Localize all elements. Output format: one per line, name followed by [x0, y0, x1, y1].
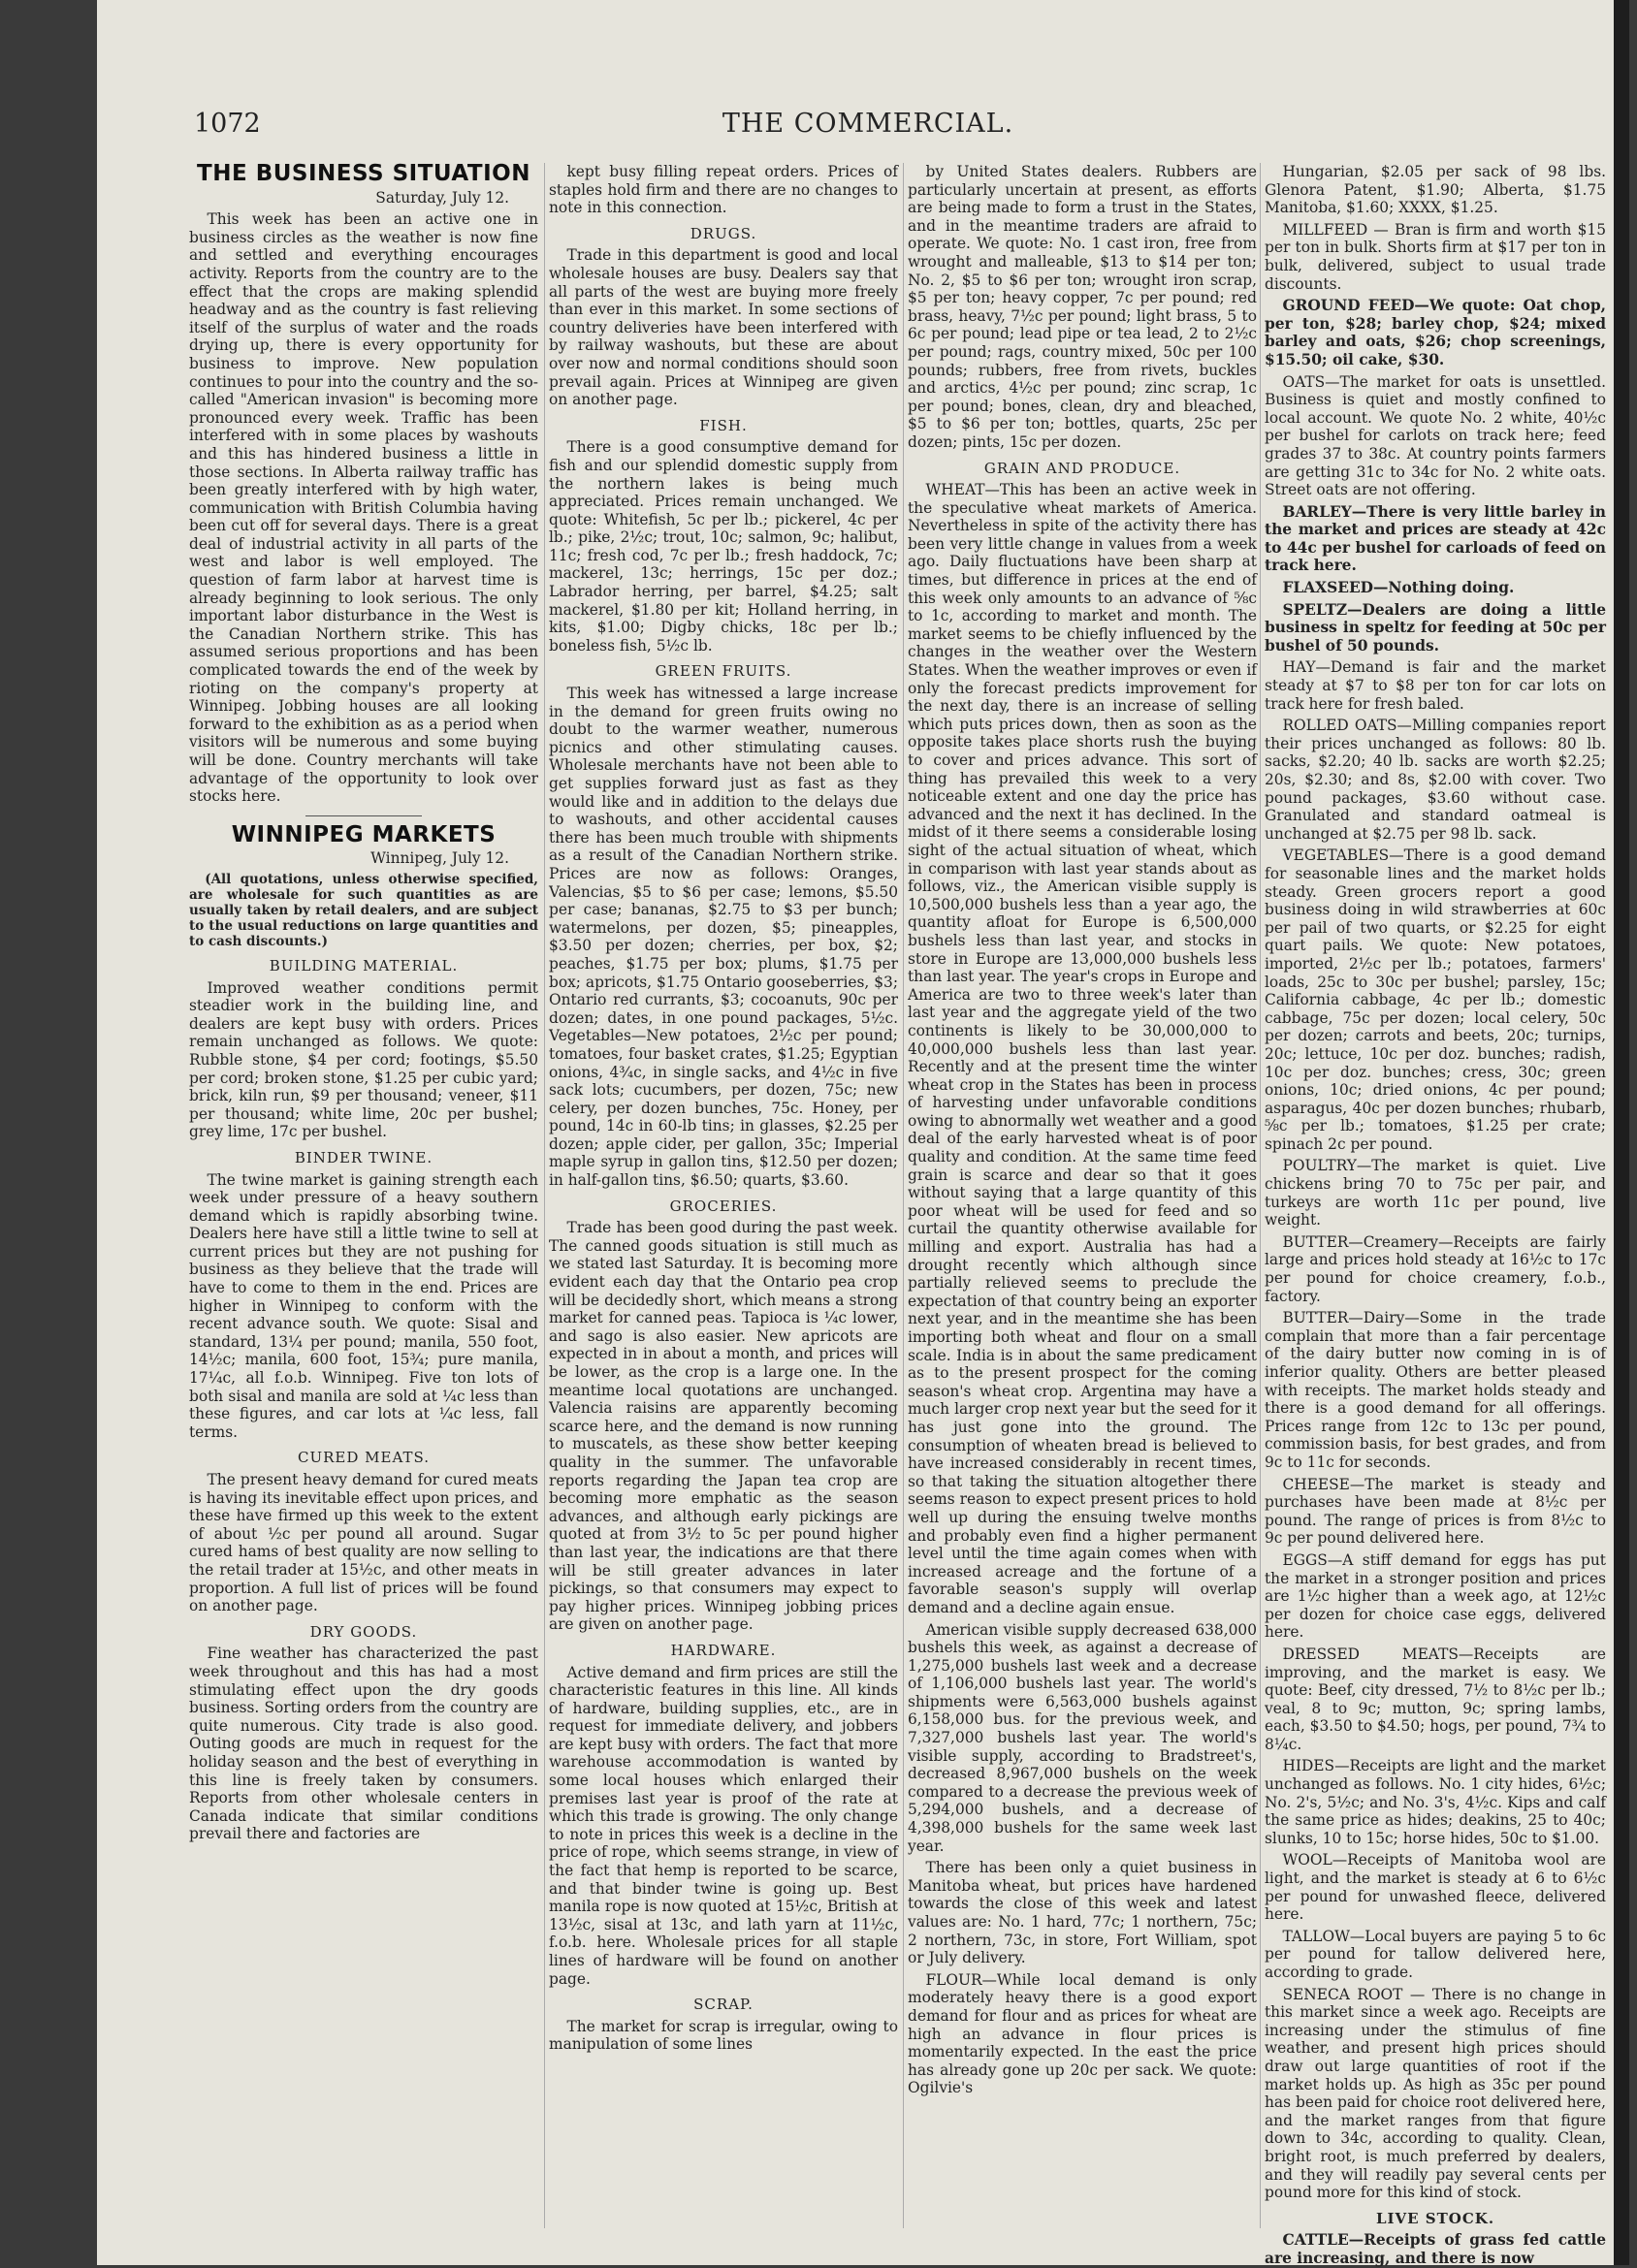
section-heading: GREEN FRUITS.	[655, 662, 792, 681]
paragraph: This week has been an active one in business circles as the weather is now fine and settled and everything encourages activity. Reports from the country are to the effect that the crops are making splendid headway and as the country is fast relieving itself of the surplus of water and the roads drying up, there is every opportunity for business to improve. New population continues to pour into the country and the so-called "American invasion" is becoming more pronounced every week. Traffic has been interfered with in some places by washouts and this has hindered business a little in those sections. In Alberta railway traffic has been greatly interfered with by high water, communication with British Columbia having been cut off for several days. There is a great deal of industrial activity in all parts of the west and labor is well employed. The question of farm labor at harvest time is already beginning to look serious. The only important labor disturbance in the West is the Canadian Northern strike. This has assumed serious proportions and has been complicated towards the end of the week by rioting on the company's property at Winnipeg. Jobbing houses are all looking forward to the exhibition as as a period when visitors will be numerous and some buying will be done. Country merchants will take advantage of the opportunity to look over stocks here.	[189, 210, 538, 806]
section-heading: FISH.	[699, 416, 748, 434]
paragraph: MILLFEED — Bran is firm and worth $15 per ton in bulk. Shorts firm at $17 per ton in bulk, delivered, subject to usual trade discounts.	[1265, 220, 1606, 293]
paragraph: kept busy filling repeat orders. Prices of staples hold firm and there are no changes to note in this connection.	[549, 163, 898, 217]
section-heading: BUILDING MATERIAL.	[269, 956, 459, 974]
paragraph: Trade in this department is good and local wholesale houses are busy. Dealers say that all parts of the west are buying more freely than ever in this market. In some sections of country deliveries have been interfered with by railway washouts, but these are about over now and normal conditions should soon prevail again. Prices at Winnipeg are given on another page.	[549, 246, 898, 409]
paragraph: Trade has been good during the past week. The canned goods situation is still much as we stated last Saturday. It is becoming more evident each day that the Ontario pea crop will be decidedly short, which means a strong market for canned peas. Tapioca is ¼c lower, and sago is also easier. New apricots are expected in in about a month, and prices will be lower, as the crop is a large one. In the meantime local quotations are unchanged. Valencia raisins are apparently becoming scarce here, and the demand is now running to muscatels, as these show better keeping quality in the summer. The unfavorable reports regarding the Japan tea crop are becoming more emphatic as the season advances, and although early pickings are quoted at from 3½ to 5c per pound higher than last year, the indications are that there will be still greater advances in later pickings, so that consumers may expect to pay higher prices. Winnipeg jobbing prices are given on another page.	[549, 1219, 898, 1634]
paragraph: BUTTER—Creamery—Receipts are fairly large and prices hold steady at 16½c to 17c per pound for choice creamery, f.o.b., factory.	[1265, 1232, 1606, 1305]
column-2	[549, 163, 898, 2228]
page-edge-shadow	[1614, 0, 1629, 2265]
column-4	[1265, 163, 1606, 2267]
paragraph: The market for scrap is irregular, owing to manipulation of some lines	[549, 2017, 898, 2054]
newspaper-page	[97, 0, 1629, 2265]
paragraph: EGGS—A stiff demand for eggs has put the market in a stronger position and prices are 1½c higher than a week ago, at 12½c per dozen for choice case eggs, delivered here.	[1265, 1550, 1606, 1642]
column-rule	[1260, 163, 1261, 2228]
page-number: 1072	[194, 109, 261, 139]
paragraph: HIDES—Receipts are light and the market unchanged as follows. No. 1 city hides, 6½c; No. 2's, 5½c; and No. 3's, 4½c. Kips and calf the same price as hides; deakins, 25 to 40c; slunks, 10 to 15c; horse hides, 50c to $1.00.	[1265, 1757, 1606, 1847]
paragraph: SPELTZ—Dealers are doing a little business in speltz for feeding at 50c per bushel of 50 pounds.	[1265, 600, 1606, 655]
paragraph: Fine weather has characterized the past week throughout and this has had a most stimulating effect upon the dry goods business. Sorting orders from the country are quite numerous. City trade is also good. Outing goods are much in request for the holiday season and the best of everything in this line is freely taken by consumers. Reports from other wholesale centers in Canada indicate that similar conditions prevail there and factories are	[189, 1645, 538, 1843]
separator	[305, 815, 422, 816]
section-heading: GRAIN AND PRODUCE.	[983, 459, 1181, 477]
paragraph: Active demand and firm prices are still the characteristic features in this line. All kinds of hardware, building supplies, etc., are in request for immediate delivery, and jobbers are kept busy with orders. The fact that more warehouse accommodation is wanted by some local houses which enlarged their premises last year is proof of the rate at which this trade is growing. The only change to note in prices this week is a decline in the price of rope, which seems strange, in view of the fact that hemp is reported to be scarce, and that binder twine is going up. Best manila rope is now quoted at 15½c, British at 13½c, sisal at 13c, and lath yarn at 11½c, f.o.b. here. Wholesale prices for all staple lines of hardware will be found on another page.	[549, 1663, 898, 1988]
paragraph: The twine market is gaining strength each week under pressure of a heavy southern demand which is rapidly absorbing twine. Dealers here have still a little twine to sell at current prices but they are not pushing for business as they believe that the trade will have to come to them in the end. Prices are higher in Winnipeg to conform with the recent advance south. We quote: Sisal and standard, 13¼ per pound; manila, 550 foot, 14½c; manila, 600 foot, 15¾; pure manila, 17¼c, all f.o.b. Winnipeg. Five ton lots of both sisal and manila are sold at ¼c less than these figures, and car lots at ¼c less, fall terms.	[189, 1170, 538, 1441]
paragraph: BARLEY—There is very little barley in the market and prices are steady at 42c to 44c per bushel for carloads of feed on track here.	[1265, 502, 1606, 575]
paragraph: There is a good consumptive demand for fish and our splendid domestic supply from the northern lakes is being much appreciated. Prices remain unchanged. We quote: Whitefish, 5c per lb.; pickerel, 4c per lb.; pike, 2½c; trout, 10c; salmon, 9c; halibut, 11c; fresh cod, 7c per lb.; fresh haddock, 7c; mackerel, 13c; herrings, 15c per doz.; Labrador herring, per barrel, $4.25; salt mackerel, $1.80 per kit; Holland herring, in kits, $1.00; Digby chicks, 18c per lb.; boneless fish, 5½c lb.	[549, 438, 898, 655]
section-heading: HARDWARE.	[670, 1641, 777, 1659]
paragraph: SENECA ROOT — There is no change in this market since a week ago. Receipts are increasing under the stimulus of fine weather, and present high prices should draw out large quantities of root if the market holds up. As high as 35c per pound has been paid for choice root delivered here, and the market ranges from that figure down to 34c, according to quality. Clean, bright root, is much preferred by dealers, and they will readily pay several cents per pound more for this kind of stock.	[1265, 1985, 1606, 2202]
paragraph: BUTTER—Dairy—Some in the trade complain that more than a fair percentage of the dairy butter now coming in is of inferior quality. Others are better pleased with receipts. The market holds steady and there is a good demand for all offerings. Prices range from 12c to 13c per pound, commission basis, for best grades, and from 9c to 11c for seconds.	[1265, 1309, 1606, 1471]
paragraph: Hungarian, $2.05 per sack of 98 lbs. Glenora Patent, $1.90; Alberta, $1.75 Manitoba, $1.60; XXXX, $1.25.	[1265, 163, 1606, 217]
section-heading: SCRAP.	[693, 1996, 754, 2014]
paragraph: WOOL—Receipts of Manitoba wool are light, and the market is steady at 6 to 6½c per pound for unwashed fleece, delivered here.	[1265, 1851, 1606, 1924]
column-rule	[544, 163, 545, 2228]
paragraph: Improved weather conditions permit steadier work in the building line, and dealers are kept busy with orders. Prices remain unchanged as follows. We quote: Rubble stone, $4 per cord; footings, $5.50 per cord; broken stone, $1.25 per cubic yard; brick, kiln run, $9 per thousand; veneer, $11 per thousand; white lime, 20c per bushel; grey lime, 17c per bushel.	[189, 978, 538, 1141]
paragraph: CATTLE—Receipts of grass fed cattle are increasing, and there is now	[1265, 2231, 1606, 2267]
quotation-note: (All quotations, unless otherwise specified, are wholesale for such quantities as are usually taken by retail dealers, and are subject to the usual reductions on large quantities and to cash discounts.)	[189, 871, 538, 949]
column-rule	[903, 163, 904, 2228]
paragraph: The present heavy demand for cured meats is having its inevitable effect upon prices, and these have firmed up this week to the extent of about ½c per pound all around. Sugar cured hams of best quality are now selling to the retail trader at 15½c, and other meats in proportion. A full list of prices will be found on another page.	[189, 1471, 538, 1615]
section-heading: DRUGS.	[690, 224, 757, 242]
paragraph: This week has witnessed a large increase in the demand for green fruits owing no doubt to the warmer weather, numerous picnics and other stimulating causes. Wholesale merchants have not been able to get supplies forward just as fast as they would like and in addition to the delays due to washouts, and other accidental causes there has been much trouble with shipments as a result of the Canadian Northern strike. Prices are now as follows: Oranges, Valencias, $5 to $6 per case; lemons, $5.50 per case; bananas, $2.75 to $3 per bunch; watermelons, per dozen, $5; pineapples, $3.50 per dozen; cherries, per box, $2; peaches, $1.75 per box; plums, $1.75 per box; apricots, $1.75 Ontario gooseberries, $3; Ontario red currants, $3; cocoanuts, 90c per dozen; dates, in one pound packages, 5½c. Vegetables—New potatoes, 2½c per pound; tomatoes, four basket crates, $1.25; Egyptian onions, 4¾c, in single sacks, and 4½c in five sack lots; cucumbers, per dozen, 75c; new celery, per dozen bunches, 75c. Honey, per pound, 14c in 60-lb tins; in glasses, $2.25 per dozen; apple cider, per gallon, 35c; Imperial maple syrup in gallon tins, $12.50 per dozen; in half-gallon tins, $6.50; quarts, $3.60.	[549, 685, 898, 1190]
paragraph: OATS—The market for oats is unsettled. Business is quiet and mostly confined to local account. We quote No. 2 white, 40½c per bushel for carlots on track here; feed grades 37 to 38c. At country points farmers are getting 31c to 34c for No. 2 white oats. Street oats are not offering.	[1265, 372, 1606, 499]
dateline: Winnipeg, July 12.	[370, 849, 509, 868]
paragraph: FLOUR—While local demand is only moderately heavy there is a good export demand for flour and as prices for wheat are high an advance in flour prices is momentarily expected. In the east the price has already gone up 20c per sack. We quote: Ogilvie's	[908, 1970, 1257, 2097]
page-header	[194, 109, 1542, 147]
paragraph: by United States dealers. Rubbers are particularly uncertain at present, as efforts are being made to form a trust in the States, and in the meantime traders are afraid to operate. We quote: No. 1 cast iron, free from wrought and malleable, $13 to $14 per ton; No. 2, $5 to $6 per ton; wrought iron scrap, $5 per ton; heavy copper, 7c per pound; red brass, heavy, 7½c per pound; light brass, 5 to 6c per pound; lead pipe or tea lead, 2 to 2½c per pound; rags, country mixed, 50c per 100 pounds; rubbers, free from rivets, buckles and arctics, 4½c per pound; zinc scrap, 1c per pound; bones, clean, dry and bleached, $5 to $6 per ton; bottles, quarts, 25c per dozen; pints, 15c per dozen.	[908, 163, 1257, 451]
section-heading: DRY GOODS.	[309, 1622, 418, 1641]
paragraph: DRESSED MEATS—Receipts are improving, and the market is easy. We quote: Beef, city dressed, 7½ to 8½c per lb.; veal, 8 to 9c; mutton, 9c; spring lambs, each, $3.50 to $4.50; hogs, per pound, 7¾ to 8¼c.	[1265, 1645, 1606, 1753]
paragraph: POULTRY—The market is quiet. Live chickens bring 70 to 75c per pair, and turkeys are worth 11c per pound, live weight.	[1265, 1157, 1606, 1230]
column-1	[189, 163, 538, 2228]
paragraph: CHEESE—The market is steady and purchases have been made at 8½c per pound. The range of prices is from 8½c to 9c per pound delivered here.	[1265, 1475, 1606, 1548]
paragraph: HAY—Demand is fair and the market steady at $7 to $8 per ton for car lots on track here for fresh baled.	[1265, 658, 1606, 713]
paragraph: GROUND FEED—We quote: Oat chop, per ton, $28; barley chop, $24; mixed barley and oats, $26; chop screenings, $15.50; oil cake, $30.	[1265, 297, 1606, 368]
section-heading: LIVE STOCK.	[1375, 2209, 1495, 2227]
section-heading: CURED MEATS.	[298, 1449, 430, 1467]
dateline: Saturday, July 12.	[375, 188, 509, 207]
column-3	[908, 163, 1257, 2228]
masthead: THE COMMERCIAL.	[722, 109, 1014, 139]
article-title: WINNIPEG MARKETS	[231, 821, 497, 847]
section-heading: BINDER TWINE.	[294, 1148, 433, 1166]
paragraph: WHEAT—This has been an active week in the speculative wheat markets of America. Nevertheless in spite of the activity there has been very little change in values from a week ago. Daily fluctuations have been sharp at times, but difference in prices at the end of this week only amounts to an advance of ⅝c to 1c, according to market and month. The market seems to be chiefly influenced by the changes in the weather over the Western States. When the weather improves or even if only the forecast predicts improvement for the next day, there is an increase of selling which puts prices down, then as soon as the opposite takes place shorts rush the buying to cover and prices advance. This sort of thing has prevailed this week to a very noticeable extent and one day the price has advanced and the next it has declined. In the midst of it there seems a considerable losing sight of the actual situation of wheat, which in comparison with last year stands about as follows, viz., the American visible supply is 10,500,000 bushels less than a year ago, the quantity afloat for Europe is 6,500,000 bushels less than last year, and stocks in store in Europe are 13,000,000 bushels less than last year. The year's crops in Europe and America are two to three week's later than last year and the aggregate yield of the two continents is likely to be 30,000,000 to 40,000,000 bushels less than last year. Recently and at the present time the winter wheat crop in the States has been in process of harvesting under unfavorable conditions owing to abnormally wet weather and a good deal of the early harvested wheat is of poor quality and condition. At the same time feed grain is scarce and dear so that it goes without saying that a large quantity of this poor wheat will be used for feed and so curtail the quantity otherwise available for milling and export. Australia has had a drought recently which although since partially relieved seems to preclude the expectation of that country being an exporter next year, and in the meantime she has been importing both wheat and flour on a small scale. India is in about the same predicament as to the present prospect for the coming season's wheat crop. Argentina may have a much larger crop next year but the seed for it has just gone into the ground. The consumption of wheaten bread is believed to have increased considerably in recent times, so that taking the situation altogether there seems reason to expect present prices to hold well up during the ensuing twelve months and probably even find a higher permanent level until the time again comes when with increased acreage and the fortune of a favorable season's supply will overlap demand and a decline again ensue.	[908, 481, 1257, 1616]
paragraph: FLAXSEED—Nothing doing.	[1282, 579, 1515, 597]
section-heading: GROCERIES.	[669, 1197, 778, 1215]
paragraph: There has been only a quiet business in Manitoba wheat, but prices have hardened towards the close of this week and latest values are: No. 1 hard, 77c; 1 northern, 75c; 2 northern, 73c, in store, Fort William, spot or July delivery.	[908, 1859, 1257, 1967]
paragraph: VEGETABLES—There is a good demand for seasonable lines and the market holds steady. Green grocers report a good business doing in wild strawberries at 60c per pail of two quarts, or $2.25 for eight quart pails. We quote: New potatoes, imported, 2½c per lb.; potatoes, farmers' loads, 25c to 30c per bushel; parsley, 15c; California cabbage, 4c per lb.; domestic cabbage, 75c per dozen; local celery, 50c per dozen; carrots and beets, 20c; turnips, 20c; lettuce, 10c per doz. bunches; radish, 10c per doz. bunches; cress, 30c; green onions, 10c; dried onions, 4c per pound; asparagus, 40c per dozen bunches; rhubarb, ⅝c per lb.; tomatoes, $1.25 per crate; spinach 2c per pound.	[1265, 847, 1606, 1153]
paragraph: ROLLED OATS—Milling companies report their prices unchanged as follows: 80 lb. sacks, $2.20; 40 lb. sacks are worth $2.25; 20s, $2.30; and 8s, $2.00 with cover. Two pound packages, $3.60 without case. Granulated and standard oatmeal is unchanged at $2.75 per 98 lb. sack.	[1265, 717, 1606, 843]
paragraph: American visible supply decreased 638,000 bushels this week, as against a decrease of 1,275,000 bushels last week and a decrease of 1,106,000 bushels last year. The world's shipments were 6,563,000 bushels against 6,158,000 bus. for the previous week, and 7,327,000 bushels last year. The world's visible supply, according to Bradstreet's, decreased 8,967,000 bushels on the week compared to a decrease the previous week of 5,294,000 bushels, and a decrease of 4,398,000 bushels for the same week last year.	[908, 1620, 1257, 1855]
paragraph: TALLOW—Local buyers are paying 5 to 6c per pound for tallow delivered here, according to grade.	[1265, 1927, 1606, 1981]
article-title: THE BUSINESS SITUATION	[197, 161, 530, 186]
